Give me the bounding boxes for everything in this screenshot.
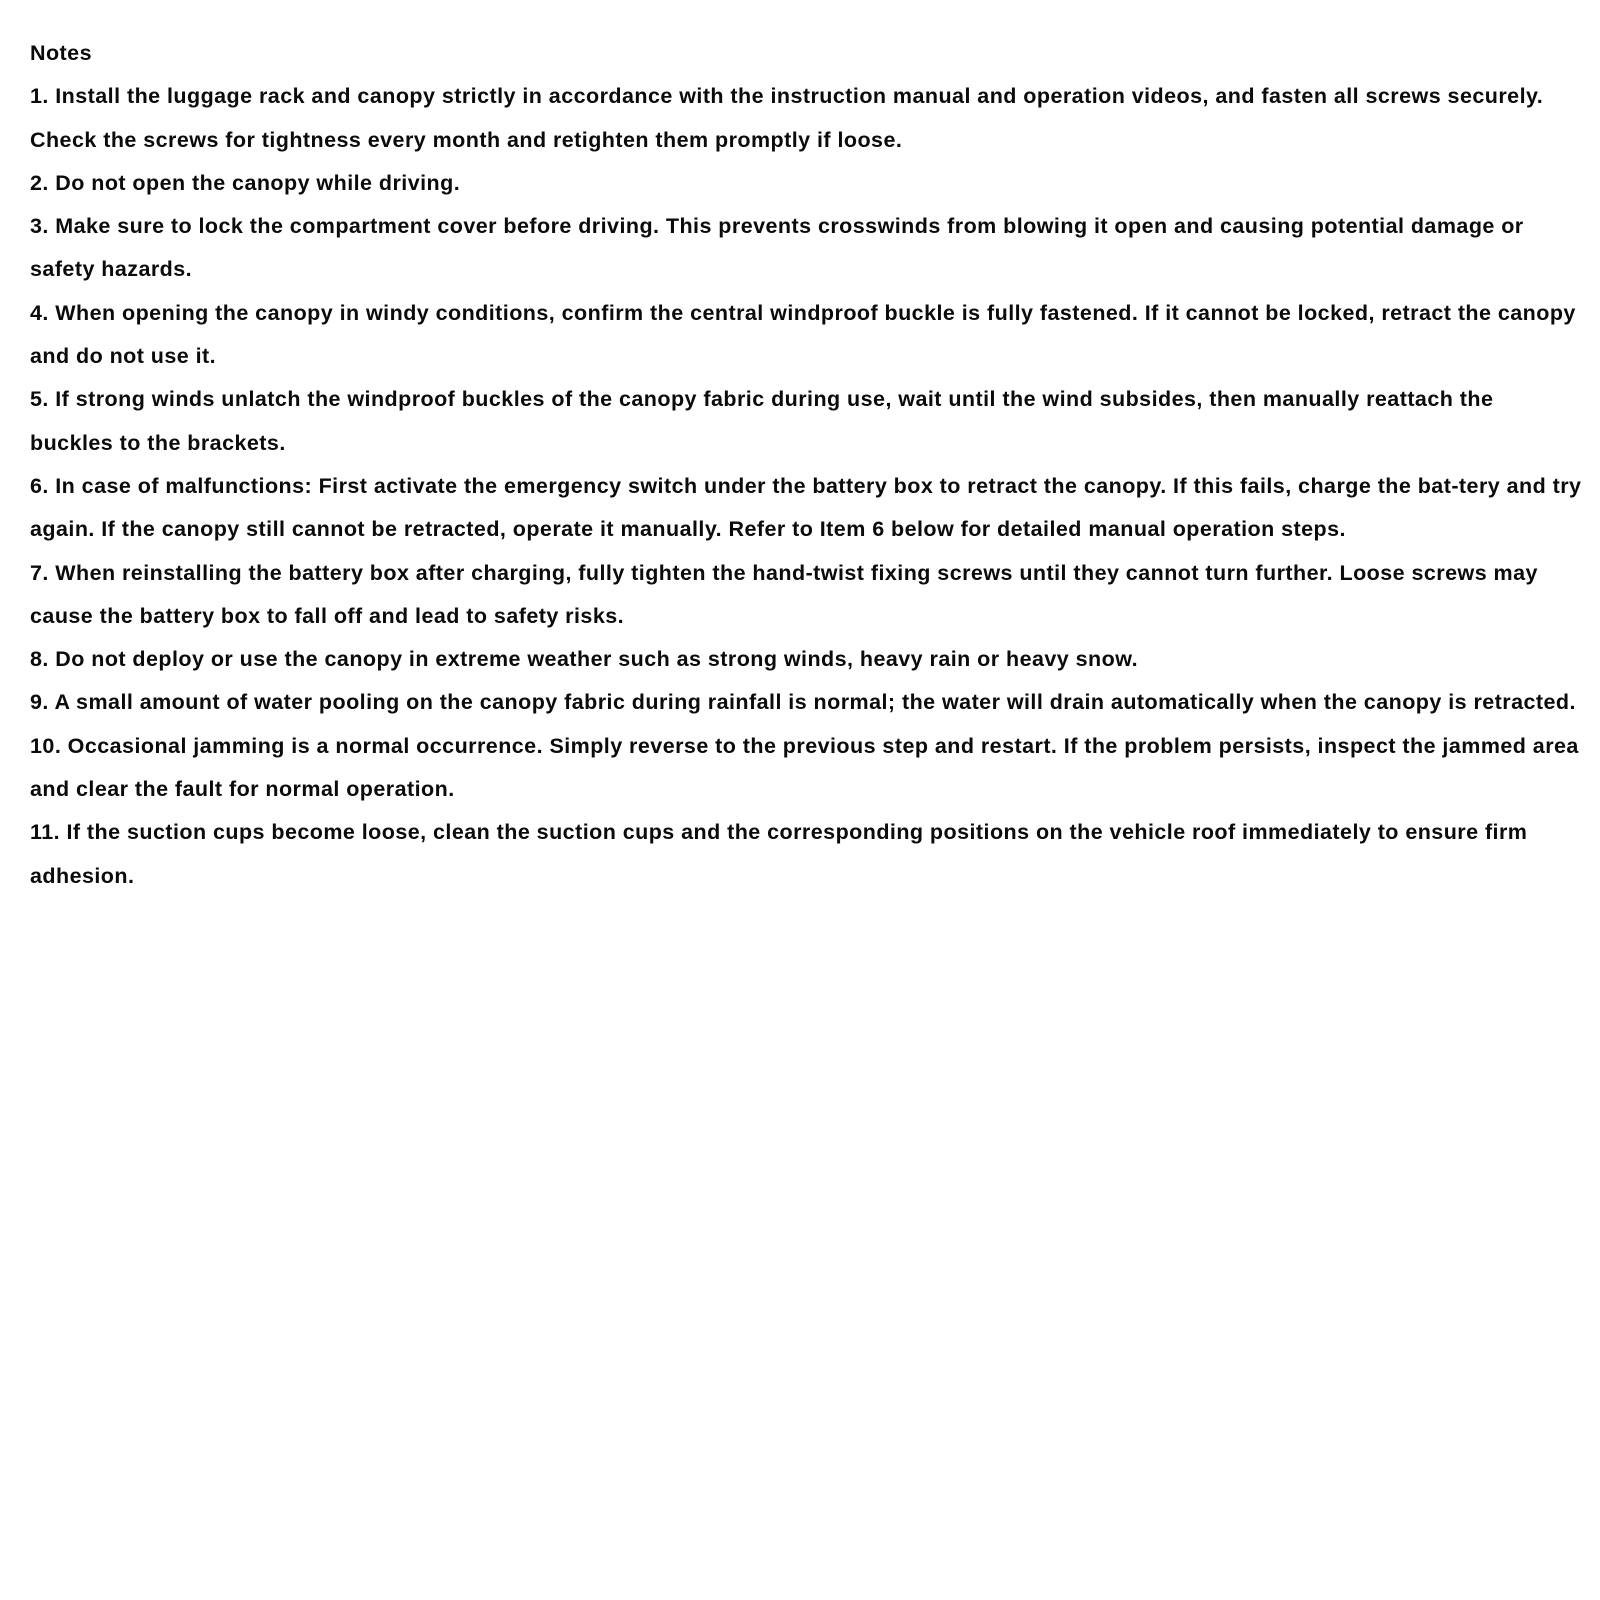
note-item-3: 3. Make sure to lock the compartment cover before driving. This prevents crosswinds from blowing it open and causing potential damage or safety hazards. [30, 214, 1524, 282]
note-item-1: 1. Install the luggage rack and canopy strictly in accordance with the instruction manual and operation videos, and fasten all screws securely. Check the screws for tightness every month and retighten them promptly if loose. [30, 84, 1544, 152]
note-item-5: 5. If strong winds unlatch the windproof buckles of the canopy fabric during use, wait until the wind subsides, then manually reattach the buckles to the brackets. [30, 387, 1494, 455]
note-item-4: 4. When opening the canopy in windy conditions, confirm the central windproof buckle is fully fastened. If it cannot be locked, retract the canopy and do not use it. [30, 300, 1576, 369]
note-item-8: 8. Do not deploy or use the canopy in extreme weather such as strong winds, heavy rain or heavy snow. [30, 647, 1138, 672]
notes-section [30, 32, 1582, 898]
note-item-6: 6. In case of malfunctions: First activate the emergency switch under the battery box to retract the canopy. If this fails, charge the bat-tery and try again. If the canopy still cannot be retracted, operate it manually. Refer to Item 6 below for detailed manual operation steps. [30, 473, 1582, 542]
note-item-2: 2. Do not open the canopy while driving. [30, 170, 461, 195]
note-item-7: 7. When reinstalling the battery box after charging, fully tighten the hand-twist fixing screws until they cannot turn further. Loose screws may cause the battery box to fall off and lead to safety risks. [30, 560, 1538, 628]
note-item-11: 11. If the suction cups become loose, clean the suction cups and the corresponding positions on the vehicle roof immediately to ensure firm adhesion. [30, 820, 1528, 888]
notes-title: Notes [30, 41, 92, 65]
note-item-10: 10. Occasional jamming is a normal occurrence. Simply reverse to the previous step and restart. If the problem persists, inspect the jammed area and clear the fault for normal operation. [30, 733, 1579, 802]
notes-list [30, 75, 1582, 898]
note-item-9: 9. A small amount of water pooling on the canopy fabric during rainfall is normal; the water will drain automatically when the canopy is retracted. [30, 690, 1576, 715]
